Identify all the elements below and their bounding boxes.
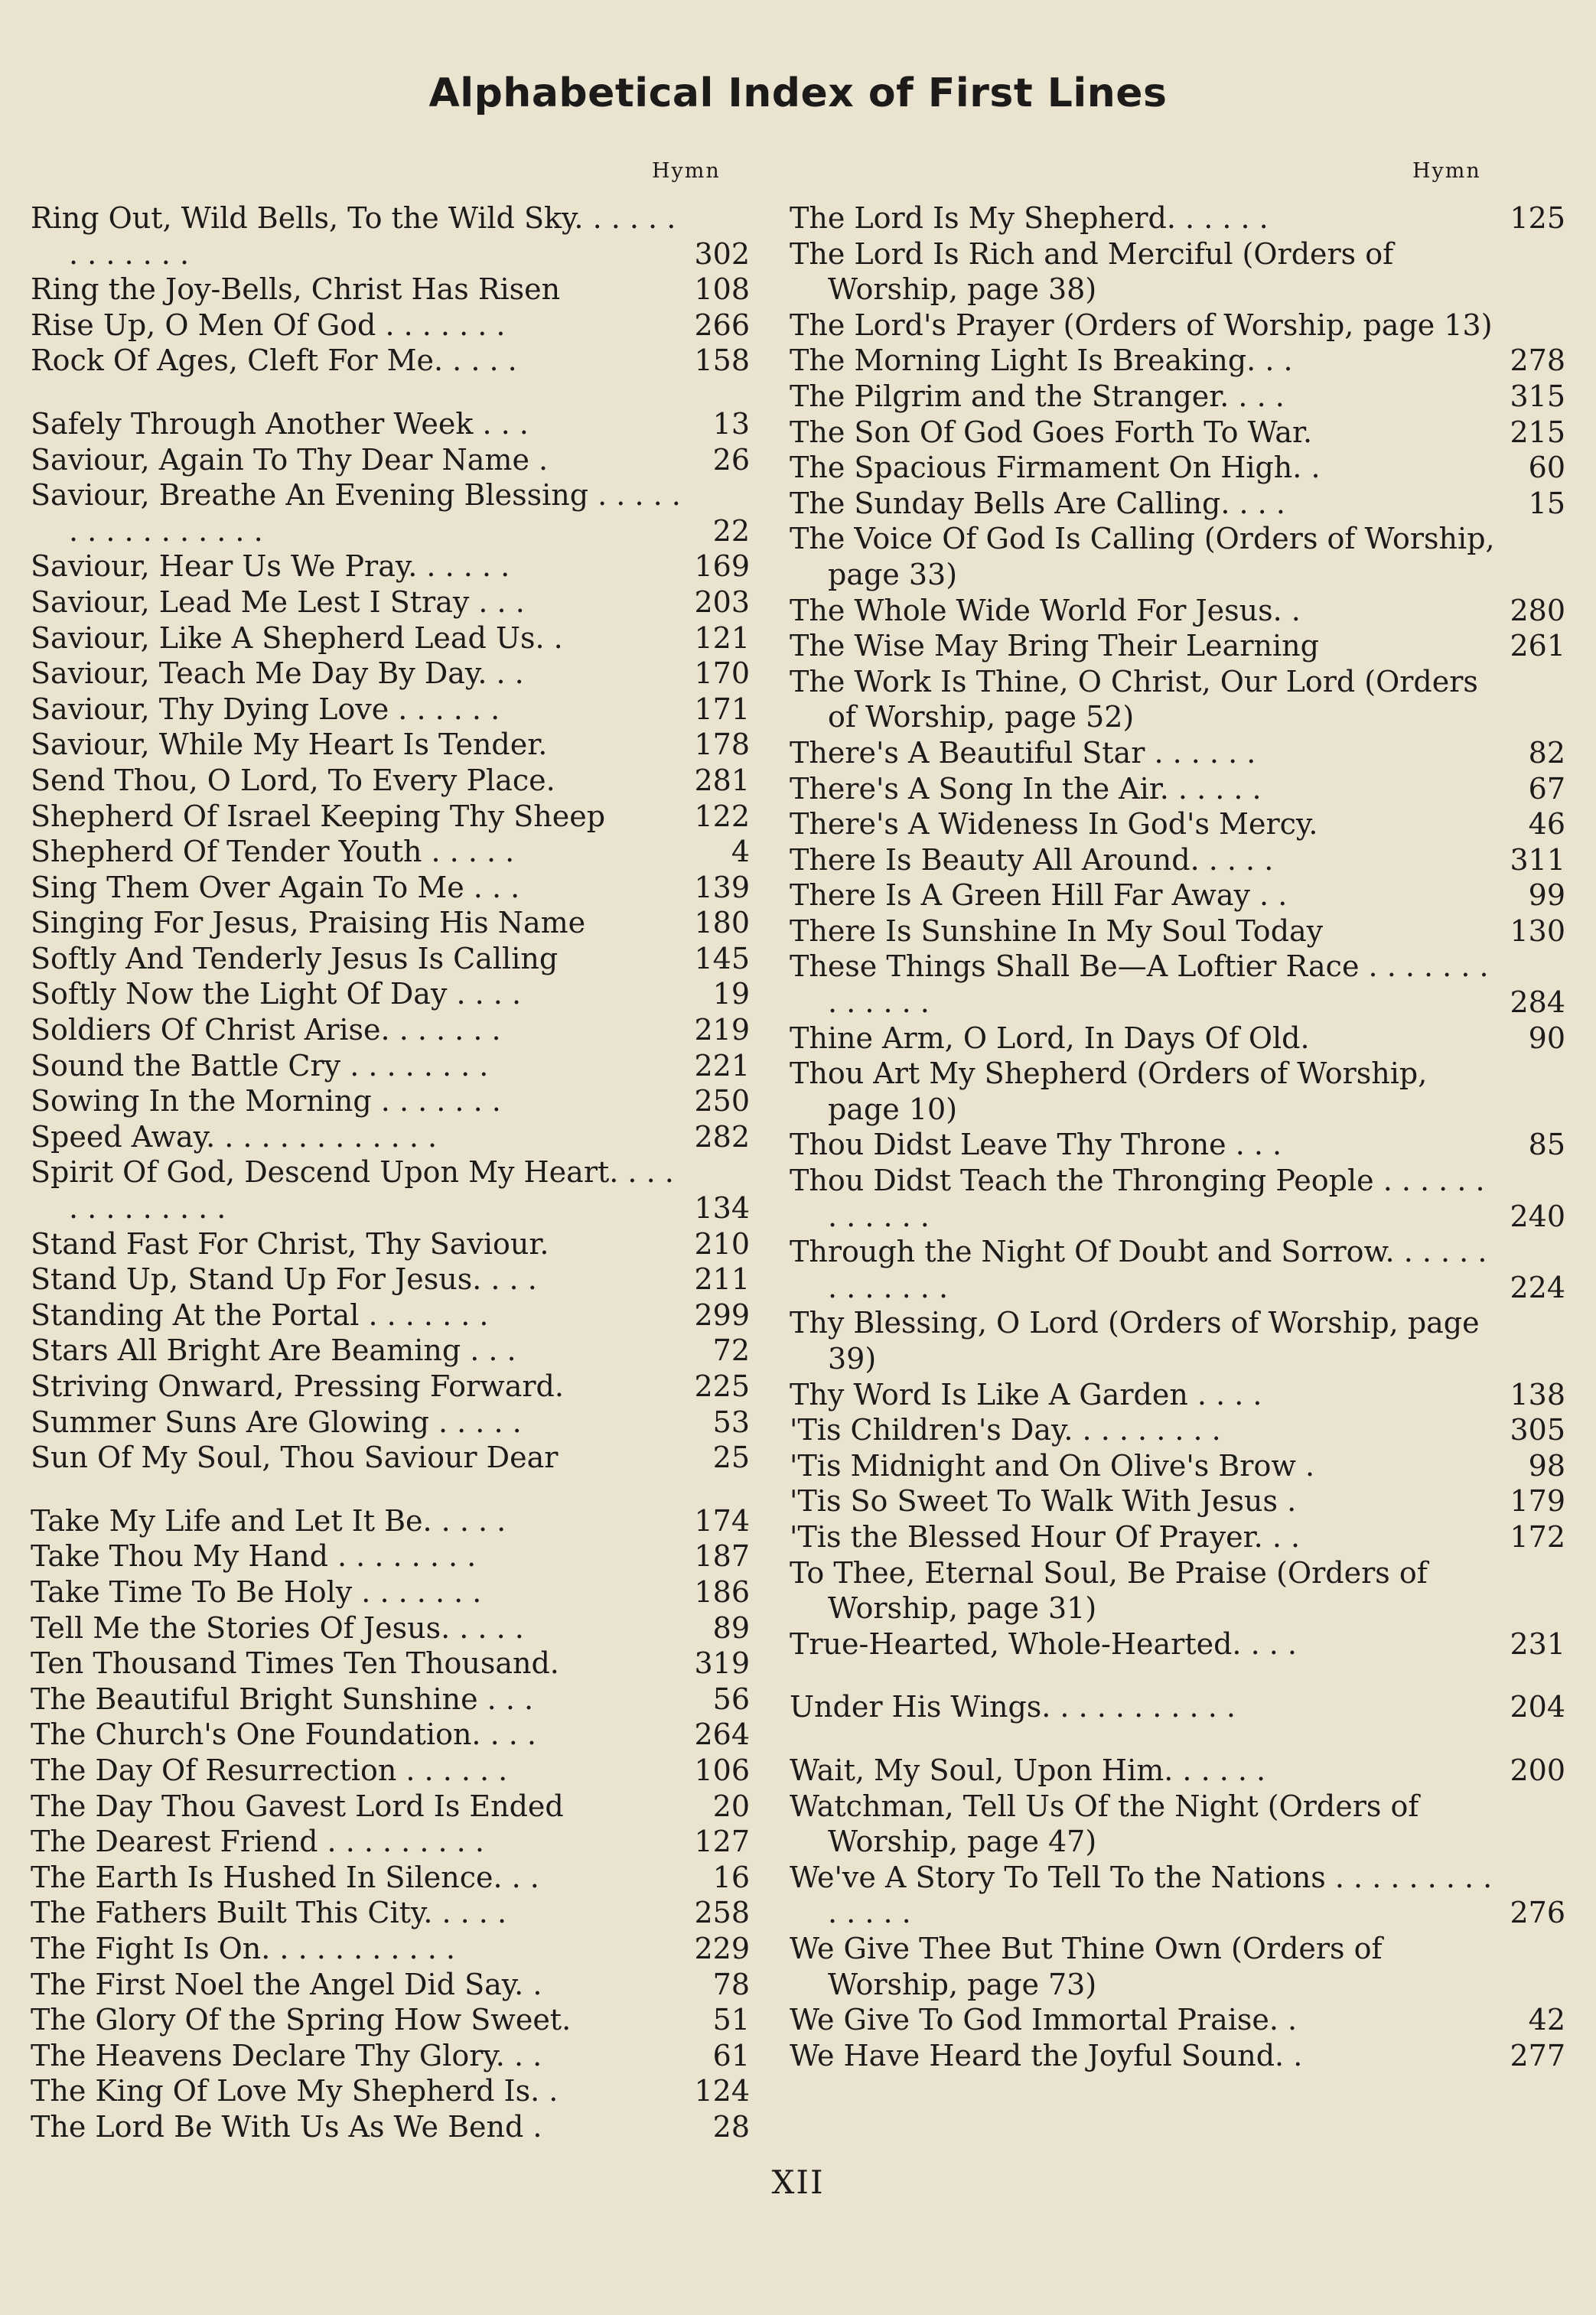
index-entry bbox=[31, 1538, 750, 1574]
first-line-text: Speed Away. . . . . . . . . . . . . bbox=[31, 1119, 438, 1154]
index-entry bbox=[31, 2038, 750, 2074]
first-line-text: Under His Wings. . . . . . . . . . . bbox=[790, 1690, 1236, 1724]
hymn-number: 56 bbox=[712, 1682, 750, 1716]
hymn-number: 53 bbox=[712, 1405, 750, 1439]
first-line-text: The Whole Wide World For Jesus. . bbox=[790, 593, 1301, 627]
first-line-text: The Glory Of the Spring How Sweet. bbox=[31, 2003, 572, 2037]
first-line-text: The Spacious Firmament On High. . bbox=[790, 451, 1321, 485]
hymn-number: 172 bbox=[1510, 1519, 1565, 1554]
hymn-number: 122 bbox=[694, 799, 750, 833]
first-line-text: The Lord Be With Us As We Bend . bbox=[31, 2109, 542, 2144]
first-line-text: Saviour, While My Heart Is Tender. bbox=[31, 728, 548, 762]
first-line-text: The Earth Is Hushed In Silence. . . bbox=[31, 1860, 539, 1894]
left-column-header: Hymn bbox=[652, 159, 721, 183]
hymn-number: 46 bbox=[1528, 807, 1565, 842]
index-entry bbox=[790, 949, 1565, 1020]
index-entry bbox=[790, 1412, 1565, 1448]
hymn-number: 280 bbox=[1510, 593, 1565, 627]
hymn-number: 127 bbox=[694, 1825, 750, 1859]
first-line-text: The Work Is Thine, O Christ, Our Lord (Orders of Worship, page 52) bbox=[790, 664, 1478, 734]
index-entry bbox=[31, 1753, 750, 1789]
hymn-number: 319 bbox=[694, 1646, 750, 1681]
index-entry bbox=[790, 806, 1565, 842]
first-line-text: Saviour, Lead Me Lest I Stray . . . bbox=[31, 584, 525, 619]
index-entry bbox=[31, 1083, 750, 1119]
first-line-text: The Day Thou Gavest Lord Is Ended bbox=[31, 1789, 564, 1823]
first-line-text: Stand Fast For Christ, Thy Saviour. bbox=[31, 1226, 549, 1261]
first-line-text: Spirit Of God, Descend Upon My Heart. . . . . . . . . . . . . bbox=[31, 1155, 674, 1226]
hymn-number: 200 bbox=[1510, 1753, 1565, 1787]
first-line-text: Sound the Battle Cry . . . . . . . . bbox=[31, 1048, 489, 1083]
index-entry bbox=[31, 620, 750, 656]
first-line-text: The Church's One Foundation. . . . bbox=[31, 1718, 536, 1752]
index-entry bbox=[31, 1682, 750, 1718]
index-entry bbox=[31, 1012, 750, 1048]
first-line-text: Saviour, Again To Thy Dear Name . bbox=[31, 442, 549, 477]
hymn-number: 130 bbox=[1510, 913, 1565, 948]
hymn-number: 231 bbox=[1510, 1626, 1565, 1661]
index-entry bbox=[790, 593, 1565, 629]
hymn-number: 284 bbox=[1510, 985, 1565, 1020]
index-entry bbox=[31, 905, 750, 941]
index-entry bbox=[31, 1895, 750, 1931]
hymn-number: 299 bbox=[694, 1298, 750, 1332]
index-entry bbox=[790, 1931, 1565, 2002]
index-entry bbox=[790, 1555, 1565, 1626]
first-line-text: Shepherd Of Tender Youth . . . . . bbox=[31, 835, 515, 869]
hymn-number: 51 bbox=[712, 2003, 750, 2037]
first-line-text: Striving Onward, Pressing Forward. bbox=[31, 1369, 564, 1403]
first-line-text: The Heavens Declare Thy Glory. . . bbox=[31, 2038, 542, 2072]
index-entry bbox=[31, 442, 750, 478]
first-line-text: Rock Of Ages, Cleft For Me. . . . . bbox=[31, 344, 517, 378]
index-entry bbox=[790, 1234, 1565, 1305]
first-line-text: Summer Suns Are Glowing . . . . . bbox=[31, 1405, 522, 1439]
hymn-number: 13 bbox=[712, 406, 750, 441]
first-line-text: Ten Thousand Times Ten Thousand. bbox=[31, 1646, 559, 1681]
hymn-number: 186 bbox=[694, 1574, 750, 1609]
first-line-text: The Morning Light Is Breaking. . . bbox=[790, 344, 1293, 378]
hymn-number: 221 bbox=[694, 1048, 750, 1083]
index-entry bbox=[31, 692, 750, 728]
first-line-text: The Fight Is On. . . . . . . . . . . bbox=[31, 1931, 455, 1965]
hymn-number: 60 bbox=[1528, 451, 1565, 485]
first-line-text: The Pilgrim and the Stranger. . . . bbox=[790, 379, 1285, 413]
first-line-text: Softly Now the Light Of Day . . . . bbox=[31, 977, 522, 1011]
index-entry bbox=[31, 941, 750, 977]
hymn-number: 261 bbox=[1510, 629, 1565, 663]
hymn-number: 99 bbox=[1528, 878, 1565, 913]
first-line-text: We Have Heard the Joyful Sound. . bbox=[790, 2038, 1303, 2072]
index-entry bbox=[790, 1753, 1565, 1789]
index-entry bbox=[31, 1967, 750, 2003]
first-line-text: The Wise May Bring Their Learning bbox=[790, 629, 1319, 663]
first-line-text: The Fathers Built This City. . . . . bbox=[31, 1896, 507, 1930]
index-entry bbox=[31, 1860, 750, 1896]
index-entry bbox=[31, 1646, 750, 1682]
hymn-number: 180 bbox=[694, 906, 750, 940]
index-entry bbox=[31, 549, 750, 584]
index-entry bbox=[790, 664, 1565, 735]
index-entry bbox=[31, 834, 750, 870]
index-entry bbox=[31, 1405, 750, 1441]
first-line-text: Thy Blessing, O Lord (Orders of Worship, page 39) bbox=[790, 1306, 1480, 1376]
first-line-text: We've A Story To Tell To the Nations . . . . . . . . . . . . . . bbox=[790, 1860, 1493, 1930]
hymn-number: 171 bbox=[694, 692, 750, 726]
index-entry bbox=[31, 1610, 750, 1646]
index-entry bbox=[790, 2002, 1565, 2038]
first-line-text: These Things Shall Be—A Loftier Race . . . . . . . . . . . . . bbox=[790, 949, 1489, 1020]
hymn-number: 315 bbox=[1510, 379, 1565, 413]
index-entry bbox=[790, 1056, 1565, 1127]
first-line-text: True-Hearted, Whole-Hearted. . . . bbox=[790, 1626, 1297, 1661]
index-entry bbox=[31, 1369, 750, 1405]
index-entry bbox=[31, 1226, 750, 1262]
first-line-text: Standing At the Portal . . . . . . . bbox=[31, 1298, 489, 1332]
hymn-number: 42 bbox=[1528, 2003, 1565, 2037]
hymn-number: 158 bbox=[694, 344, 750, 378]
index-entry bbox=[790, 1127, 1565, 1163]
first-line-text: There Is A Green Hill Far Away . . bbox=[790, 878, 1288, 913]
first-line-text: Thine Arm, O Lord, In Days Of Old. bbox=[790, 1021, 1310, 1055]
hymn-number: 169 bbox=[694, 549, 750, 584]
index-entry bbox=[31, 2109, 750, 2145]
index-entry bbox=[31, 799, 750, 835]
index-entry bbox=[31, 1262, 750, 1298]
hymn-number: 20 bbox=[712, 1789, 750, 1823]
first-line-text: Send Thou, O Lord, To Every Place. bbox=[31, 763, 555, 797]
index-entry bbox=[31, 1503, 750, 1539]
first-line-text: Watchman, Tell Us Of the Night (Orders of Worship, page 47) bbox=[790, 1789, 1419, 1859]
index-entry bbox=[31, 308, 750, 344]
first-line-text: There Is Sunshine In My Soul Today bbox=[790, 913, 1324, 948]
hymn-number: 215 bbox=[1510, 415, 1565, 449]
index-entry bbox=[790, 1789, 1565, 1860]
hymn-number: 178 bbox=[694, 728, 750, 762]
first-line-text: Sing Them Over Again To Me . . . bbox=[31, 870, 520, 904]
first-line-text: The King Of Love My Shepherd Is. . bbox=[31, 2074, 559, 2108]
hymn-number: 72 bbox=[712, 1333, 750, 1368]
first-line-text: There Is Beauty All Around. . . . . bbox=[790, 842, 1274, 877]
hymn-number: 28 bbox=[712, 2109, 750, 2144]
hymn-number: 258 bbox=[694, 1896, 750, 1930]
first-line-text: Saviour, Teach Me Day By Day. . . bbox=[31, 656, 524, 691]
first-line-text: Stars All Bright Are Beaming . . . bbox=[31, 1333, 516, 1368]
index-entry bbox=[790, 2038, 1565, 2074]
right-column-header: Hymn bbox=[1412, 159, 1481, 183]
first-line-text: The Dearest Friend . . . . . . . . . bbox=[31, 1825, 484, 1859]
hymn-number: 240 bbox=[1510, 1199, 1565, 1233]
index-entry bbox=[790, 1305, 1565, 1376]
first-line-text: 'Tis So Sweet To Walk With Jesus . bbox=[790, 1484, 1297, 1519]
first-line-text: The Voice Of God Is Calling (Orders of Worship, page 33) bbox=[790, 522, 1495, 591]
first-line-text: 'Tis Midnight and On Olive's Brow . bbox=[790, 1448, 1315, 1483]
index-entry bbox=[31, 343, 750, 379]
index-entry bbox=[31, 584, 750, 620]
first-line-text: Rise Up, O Men Of God . . . . . . . bbox=[31, 308, 506, 342]
hymn-number: 276 bbox=[1510, 1896, 1565, 1930]
hymn-number: 78 bbox=[712, 1967, 750, 2001]
first-line-text: Singing For Jesus, Praising His Name bbox=[31, 906, 586, 940]
first-line-text: The Lord Is My Shepherd. . . . . . bbox=[790, 201, 1269, 235]
first-line-text: The Beautiful Bright Sunshine . . . bbox=[31, 1682, 534, 1716]
index-entry bbox=[790, 200, 1565, 236]
first-line-text: Softly And Tenderly Jesus Is Calling bbox=[31, 941, 559, 975]
hymn-number: 174 bbox=[694, 1503, 750, 1538]
index-entry bbox=[31, 200, 750, 272]
page-number: XII bbox=[771, 2164, 825, 2201]
index-entry bbox=[790, 877, 1565, 913]
hymn-number: 15 bbox=[1528, 486, 1565, 520]
index-entry bbox=[31, 272, 750, 308]
index-entry bbox=[31, 2002, 750, 2038]
first-line-text: There's A Wideness In God's Mercy. bbox=[790, 807, 1318, 842]
hymn-number: 67 bbox=[1528, 771, 1565, 806]
hymn-number: 134 bbox=[694, 1191, 750, 1226]
hymn-number: 187 bbox=[694, 1539, 750, 1574]
index-entry bbox=[790, 308, 1565, 344]
index-entry bbox=[31, 1717, 750, 1753]
hymn-number: 266 bbox=[694, 308, 750, 342]
index-entry bbox=[790, 1377, 1565, 1413]
first-line-text: The Sunday Bells Are Calling. . . . bbox=[790, 486, 1285, 520]
index-entry bbox=[790, 842, 1565, 878]
hymn-number: 4 bbox=[731, 835, 750, 869]
index-entry bbox=[31, 1154, 750, 1226]
hymn-number: 302 bbox=[694, 236, 750, 271]
first-line-text: There's A Beautiful Star . . . . . . bbox=[790, 735, 1256, 770]
hymn-number: 203 bbox=[694, 584, 750, 619]
first-line-text: Saviour, Like A Shepherd Lead Us. . bbox=[31, 620, 563, 655]
first-line-text: Soldiers Of Christ Arise. . . . . . . bbox=[31, 1013, 501, 1047]
index-entry bbox=[790, 1483, 1565, 1519]
index-entry bbox=[31, 1824, 750, 1860]
hymn-number: 108 bbox=[694, 272, 750, 307]
hymn-number: 145 bbox=[694, 941, 750, 975]
first-line-text: The Lord's Prayer (Orders of Worship, page 13) bbox=[790, 308, 1493, 342]
index-entry bbox=[790, 450, 1565, 486]
index-entry bbox=[790, 343, 1565, 379]
index-entry bbox=[31, 1440, 750, 1476]
hymn-number: 224 bbox=[1510, 1270, 1565, 1304]
first-line-text: The Day Of Resurrection . . . . . . bbox=[31, 1753, 508, 1787]
index-entry bbox=[790, 1689, 1565, 1725]
first-line-text: Thou Didst Teach the Thronging People . . . . . . . . . . . . bbox=[790, 1164, 1485, 1233]
hymn-number: 225 bbox=[694, 1369, 750, 1403]
first-line-text: To Thee, Eternal Soul, Be Praise (Orders of Worship, page 31) bbox=[790, 1555, 1428, 1626]
first-line-text: We Give To God Immortal Praise. . bbox=[790, 2003, 1298, 2037]
index-entry bbox=[790, 913, 1565, 949]
hymn-number: 85 bbox=[1528, 1128, 1565, 1162]
index-entry bbox=[790, 1626, 1565, 1662]
left-index-column bbox=[31, 200, 750, 2144]
index-entry bbox=[31, 1298, 750, 1333]
index-entry bbox=[790, 1519, 1565, 1555]
first-line-text: Wait, My Soul, Upon Him. . . . . . bbox=[790, 1753, 1266, 1787]
index-entry bbox=[790, 735, 1565, 771]
index-entry bbox=[790, 236, 1565, 308]
hymn-number: 170 bbox=[694, 656, 750, 691]
index-entry bbox=[790, 1860, 1565, 1931]
hymn-number: 179 bbox=[1510, 1484, 1565, 1519]
hymn-number: 211 bbox=[694, 1262, 750, 1297]
first-line-text: 'Tis Children's Day. . . . . . . . . bbox=[790, 1413, 1221, 1447]
index-entry bbox=[31, 763, 750, 799]
hymn-number: 98 bbox=[1528, 1448, 1565, 1483]
first-line-text: Thou Didst Leave Thy Throne . . . bbox=[790, 1128, 1282, 1162]
hymn-number: 25 bbox=[712, 1441, 750, 1475]
hymn-number: 219 bbox=[694, 1013, 750, 1047]
hymn-number: 22 bbox=[712, 513, 750, 548]
first-line-text: Ring the Joy-Bells, Christ Has Risen bbox=[31, 272, 561, 307]
index-entry bbox=[790, 1448, 1565, 1484]
hymn-number: 210 bbox=[694, 1226, 750, 1261]
hymn-number: 82 bbox=[1528, 735, 1565, 770]
hymn-number: 282 bbox=[694, 1119, 750, 1154]
hymn-number: 89 bbox=[712, 1610, 750, 1645]
index-entry bbox=[790, 771, 1565, 807]
hymn-number: 19 bbox=[712, 977, 750, 1011]
right-index-column bbox=[790, 200, 1565, 2073]
first-line-text: Take My Life and Let It Be. . . . . bbox=[31, 1503, 506, 1538]
first-line-text: Take Thou My Hand . . . . . . . . bbox=[31, 1539, 477, 1574]
hymn-number: 305 bbox=[1510, 1413, 1565, 1447]
hymn-number: 139 bbox=[694, 870, 750, 904]
first-line-text: Thy Word Is Like A Garden . . . . bbox=[790, 1377, 1262, 1411]
hymn-number: 278 bbox=[1510, 344, 1565, 378]
first-line-text: Tell Me the Stories Of Jesus. . . . . bbox=[31, 1610, 524, 1645]
first-line-text: Stand Up, Stand Up For Jesus. . . . bbox=[31, 1262, 537, 1297]
hymn-number: 264 bbox=[694, 1718, 750, 1752]
first-line-text: Saviour, Thy Dying Love . . . . . . bbox=[31, 692, 500, 726]
index-entry bbox=[31, 1119, 750, 1155]
index-entry bbox=[31, 870, 750, 906]
index-entry bbox=[790, 486, 1565, 522]
hymn-number: 277 bbox=[1510, 2038, 1565, 2072]
index-entry bbox=[790, 379, 1565, 415]
hymn-number: 125 bbox=[1510, 201, 1565, 235]
index-entry bbox=[790, 1021, 1565, 1057]
index-entry bbox=[790, 415, 1565, 451]
first-line-text: Through the Night Of Doubt and Sorrow. . . . . . . . . . . . . bbox=[790, 1235, 1487, 1304]
index-entry bbox=[31, 1574, 750, 1610]
first-line-text: The Son Of God Goes Forth To War. bbox=[790, 415, 1313, 449]
hymn-number: 204 bbox=[1510, 1690, 1565, 1724]
first-line-text: We Give Thee But Thine Own (Orders of Worship, page 73) bbox=[790, 1931, 1383, 2001]
first-line-text: 'Tis the Blessed Hour Of Prayer. . . bbox=[790, 1519, 1301, 1554]
hymn-number: 281 bbox=[694, 763, 750, 797]
first-line-text: There's A Song In the Air. . . . . . bbox=[790, 771, 1262, 806]
hymn-number: 61 bbox=[712, 2038, 750, 2072]
first-line-text: The Lord Is Rich and Merciful (Orders of Worship, page 38) bbox=[790, 236, 1394, 307]
hymn-number: 124 bbox=[694, 2074, 750, 2108]
first-line-text: Thou Art My Shepherd (Orders of Worship, page 10) bbox=[790, 1057, 1428, 1126]
index-entry bbox=[31, 656, 750, 692]
hymn-number: 106 bbox=[694, 1753, 750, 1787]
index-entry bbox=[31, 1931, 750, 1967]
first-line-text: Ring Out, Wild Bells, To the Wild Sky. . . . . . . . . . . . . bbox=[31, 201, 676, 271]
index-entry bbox=[31, 1333, 750, 1369]
index-entry bbox=[31, 1048, 750, 1084]
hymn-number: 250 bbox=[694, 1084, 750, 1118]
index-entry bbox=[790, 521, 1565, 592]
index-entry bbox=[31, 406, 750, 442]
first-line-text: Take Time To Be Holy . . . . . . . bbox=[31, 1574, 482, 1609]
hymn-number: 90 bbox=[1528, 1021, 1565, 1055]
hymn-number: 229 bbox=[694, 1931, 750, 1965]
index-entry bbox=[790, 628, 1565, 664]
index-entry bbox=[31, 2073, 750, 2109]
first-line-text: Saviour, Breathe An Evening Blessing . . . . . . . . . . . . . . . . bbox=[31, 478, 681, 548]
hymn-number: 311 bbox=[1510, 842, 1565, 877]
hymn-number: 16 bbox=[712, 1860, 750, 1894]
hymn-number: 138 bbox=[1510, 1377, 1565, 1411]
hymn-number: 26 bbox=[712, 442, 750, 477]
first-line-text: Saviour, Hear Us We Pray. . . . . . bbox=[31, 549, 510, 584]
first-line-text: Sun Of My Soul, Thou Saviour Dear bbox=[31, 1441, 559, 1475]
first-line-text: Sowing In the Morning . . . . . . . bbox=[31, 1084, 501, 1118]
first-line-text: The First Noel the Angel Did Say. . bbox=[31, 1967, 542, 2001]
index-entry bbox=[790, 1163, 1565, 1234]
index-entry bbox=[31, 727, 750, 763]
index-entry bbox=[31, 976, 750, 1012]
index-entry bbox=[31, 477, 750, 549]
hymn-number: 121 bbox=[694, 620, 750, 655]
first-line-text: Shepherd Of Israel Keeping Thy Sheep bbox=[31, 799, 606, 833]
page-title: Alphabetical Index of First Lines bbox=[428, 70, 1168, 116]
index-entry bbox=[31, 1789, 750, 1825]
first-line-text: Safely Through Another Week . . . bbox=[31, 406, 529, 441]
